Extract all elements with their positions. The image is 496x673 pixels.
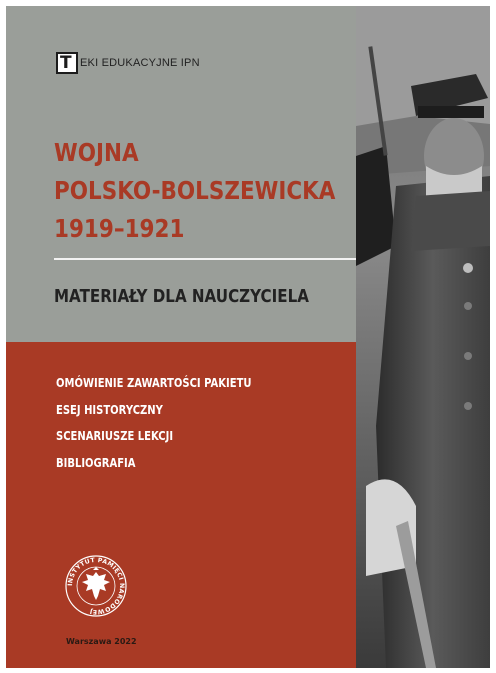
- title-divider: [54, 258, 356, 260]
- cover-subtitle: MATERIAŁY DLA NAUCZYCIELA: [54, 286, 309, 307]
- ipn-series-logo-icon: T: [56, 52, 78, 74]
- ipn-eagle-seal-icon: [64, 554, 128, 618]
- historical-photo: [356, 6, 490, 668]
- title-line-3: 1919–1921: [54, 214, 185, 243]
- contents-item: OMÓWIENIE ZAWARTOŚCI PAKIETU: [56, 375, 252, 390]
- cover-title: [54, 134, 335, 248]
- contents-item: BIBLIOGRAFIA: [56, 454, 136, 470]
- contents-item: SCENARIUSZE LEKCJI: [56, 428, 174, 443]
- contents-list: [56, 370, 252, 476]
- series-name: EKI EDUKACYJNE IPN: [80, 57, 200, 69]
- place-year: Warszawa 2022: [66, 637, 137, 646]
- series-header: [56, 52, 200, 74]
- book-cover: [6, 6, 490, 668]
- title-line-2: POLSKO-BOLSZEWICKA: [54, 176, 336, 205]
- seal-text: INSTYTUT PAMIĘCI NARODOWEJ: [66, 556, 126, 616]
- contents-item: ESEJ HISTORYCZNY: [56, 401, 163, 417]
- title-line-1: WOJNA: [54, 138, 139, 167]
